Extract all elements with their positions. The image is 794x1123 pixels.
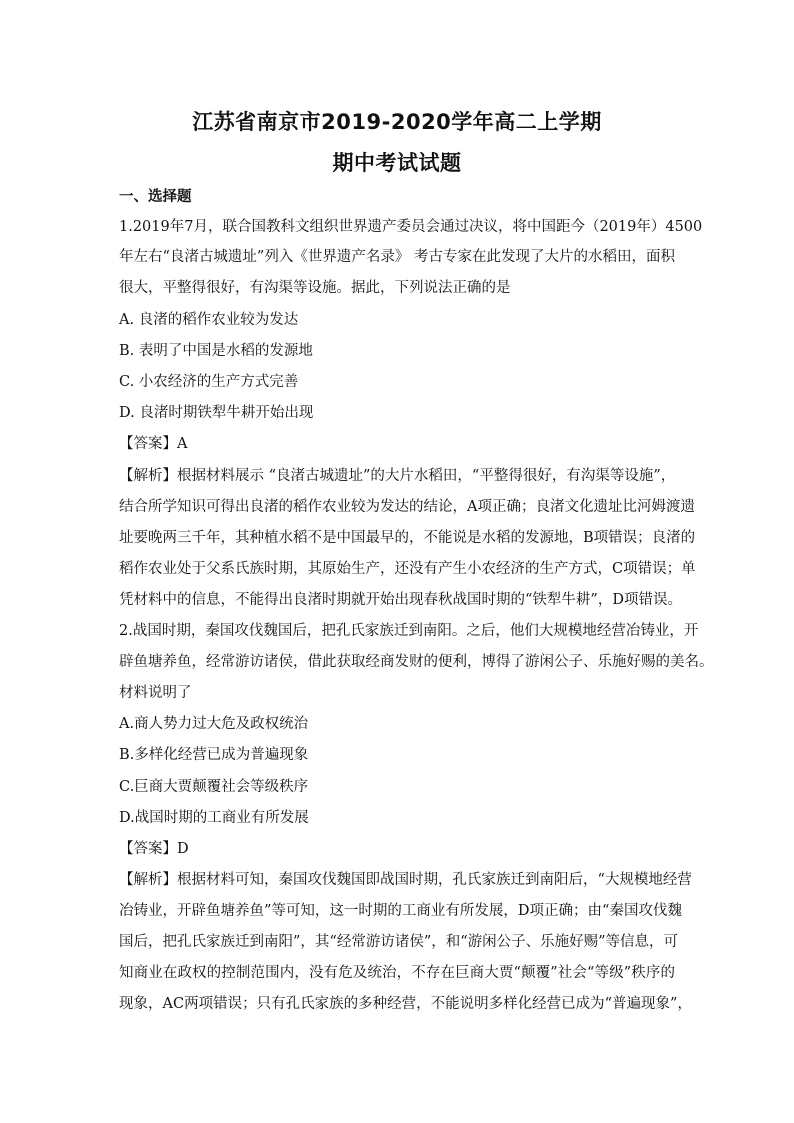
question2-option-c: C.巨商大贾颠覆社会等级秩序 (119, 779, 309, 795)
question1-option-d: D. 良渚时期铁犁牛耕开始出现 (119, 405, 314, 421)
question2-stem-line: 材料说明了 (119, 685, 192, 701)
question2-analysis-line: 国后，把孔氏家族迁到南阳”，其“经常游访诸侯”，和“游闲公子、乐施好赐”等信息，可 (119, 934, 679, 950)
question2-analysis-line: 知商业在政权的控制范围内，没有危及统治，不存在巨商大贾“颠覆”社会“等级”秩序的 (119, 965, 675, 981)
question2-analysis-line: 【解析】根据材料可知，秦国攻伐魏国即战国时期，孔氏家族迁到南阳后，“大规模地经营 (119, 872, 692, 888)
question2-answer: 【答案】D (119, 841, 189, 857)
question2-option-d: D.战国时期的工商业有所发展 (119, 810, 309, 826)
question2-option-b: B.多样化经营已成为普遍现象 (119, 747, 309, 763)
question2-analysis-line: 现象，AC两项错误；只有孔氏家族的多种经营，不能说明多样化经营已成为“普遍现象”， (119, 996, 692, 1012)
question1-stem-line: 很大，平整得很好，有沟渠等设施。据此，下列说法正确的是 (119, 280, 511, 296)
question1-analysis-line: 址要晚两三千年，其种植水稻不是中国最早的，不能说是水稻的发源地，B项错误；良渚的 (119, 530, 696, 546)
question1-option-b: B. 表明了中国是水稻的发源地 (119, 343, 313, 359)
question2-stem-line: 辟鱼塘养鱼，经常游访诸侯，借此获取经商发财的便利，博得了游闲公子、乐施好赐的美名。 (119, 654, 714, 670)
document-subtitle: 期中考试试题 (332, 151, 462, 175)
question1-analysis-line: 结合所学知识可得出良渚的稻作农业较为发达的结论，A项正确；良渚文化遗址比河姆渡遗 (119, 499, 695, 515)
question2-analysis-line: 冶铸业，开辟鱼塘养鱼”等可知，这一时期的工商业有所发展，D项正确；由“秦国攻伐魏 (119, 903, 682, 919)
question1-option-c: C. 小农经济的生产方式完善 (119, 374, 299, 390)
question2-stem-line: 2.战国时期，秦国攻伐魏国后，把孔氏家族迁到南阳。之后，他们大规模地经营冶铸业，开 (119, 623, 699, 639)
question1-option-a: A. 良渚的稻作农业较为发达 (119, 312, 299, 328)
question1-answer: 【答案】A (119, 436, 188, 452)
question2-option-a: A.商人势力过大危及政权统治 (119, 716, 309, 732)
question1-analysis-line: 【解析】根据材料展示 “良渚古城遗址”的大片水稻田，“平整得很好，有沟渠等设施”， (119, 468, 676, 484)
question1-analysis-line: 稻作农业处于父系氏族时期，其原始生产，还没有产生小农经济的生产方式，C项错误；单 (119, 561, 696, 577)
document-title: 江苏省南京市2019-2020学年高二上学期 (192, 110, 602, 134)
question1-analysis-line: 凭材料中的信息，不能得出良渚时期就开始出现春秋战国时期的“铁犁牛耕”，D项错误。 (119, 592, 682, 608)
question1-stem-line: 1.2019年7月，联合国教科文组织世界遗产委员会通过决议，将中国距今（2019年）4500 (119, 219, 703, 235)
question1-stem-line: 年左右“良渚古城遗址”列入《世界遗产名录》 考古专家在此发现了大片的水稻田，面积 (119, 249, 675, 265)
section-heading: 一、选择题 (119, 189, 192, 205)
